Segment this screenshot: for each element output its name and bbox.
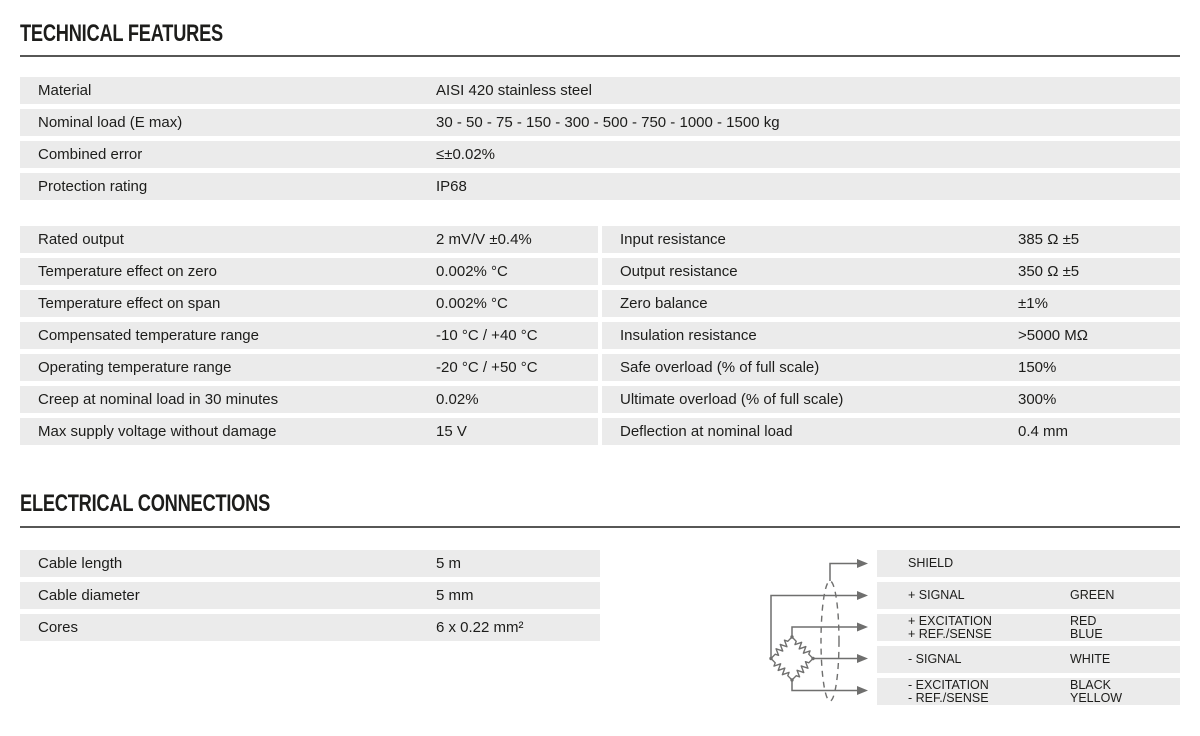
table-row <box>20 173 1180 200</box>
table-row <box>20 109 1180 136</box>
spec-value: ±1% <box>1018 295 1048 312</box>
spec-value: IP68 <box>436 178 467 195</box>
spec-value: 5 m <box>436 555 462 572</box>
spec-label: Deflection at nominal load <box>620 423 793 440</box>
table-row <box>20 322 598 349</box>
spec-label: Output resistance <box>620 263 738 280</box>
table-row <box>20 226 598 253</box>
spec-label: Cable diameter <box>38 587 140 604</box>
general-specs-table <box>20 77 1180 205</box>
table-row <box>20 258 598 285</box>
table-row <box>602 226 1180 253</box>
wire-signal: + SIGNAL <box>908 588 965 602</box>
wire-color: RED BLUE <box>1070 613 1103 641</box>
wire-signal: + EXCITATION + REF./SENSE <box>908 613 992 641</box>
spec-value: >5000 MΩ <box>1018 327 1089 344</box>
technical-features-title: TECHNICAL FEATURES <box>20 20 223 47</box>
table-row <box>20 614 600 641</box>
electrical-connections-title: ELECTRICAL CONNECTIONS <box>20 490 271 517</box>
spec-value: ≤±0.02% <box>436 146 495 163</box>
table-row <box>877 614 1180 641</box>
wiring-legend-table <box>877 550 1180 710</box>
spec-label: Nominal load (E max) <box>38 114 183 131</box>
table-row <box>20 141 1180 168</box>
spec-label: Cores <box>38 619 79 636</box>
table-row <box>602 386 1180 413</box>
section-divider <box>20 55 1180 57</box>
spec-value: 0.4 mm <box>1018 423 1069 440</box>
table-row <box>20 354 598 381</box>
detail-specs-right-table <box>602 226 1180 450</box>
spec-label: Rated output <box>38 231 124 248</box>
table-row <box>20 550 600 577</box>
table-row <box>20 582 600 609</box>
spec-label: Temperature effect on span <box>38 295 221 312</box>
spec-label: Cable length <box>38 555 123 572</box>
wire-color: GREEN <box>1070 588 1115 602</box>
spec-value: 300% <box>1018 391 1057 408</box>
spec-label: Compensated temperature range <box>38 327 259 344</box>
spec-label: Combined error <box>38 146 143 163</box>
cable-specs-table <box>20 550 600 646</box>
table-row <box>602 258 1180 285</box>
table-row <box>20 290 598 317</box>
spec-value: 30 - 50 - 75 - 150 - 300 - 500 - 750 - 1000 - 1500 kg <box>436 114 780 131</box>
spec-value: 2 mV/V ±0.4% <box>436 231 532 248</box>
wire-signal: - EXCITATION - REF./SENSE <box>908 677 989 705</box>
spec-label: Material <box>38 82 92 99</box>
spec-label: Max supply voltage without damage <box>38 423 277 440</box>
table-row <box>20 386 598 413</box>
spec-label: Insulation resistance <box>620 327 757 344</box>
spec-label: Creep at nominal load in 30 minutes <box>38 391 279 408</box>
bridge-circuit-diagram <box>755 540 877 715</box>
spec-label: Operating temperature range <box>38 359 232 376</box>
spec-value: AISI 420 stainless steel <box>436 82 592 99</box>
spec-label: Zero balance <box>620 295 708 312</box>
spec-label: Ultimate overload (% of full scale) <box>620 391 844 408</box>
table-row <box>602 290 1180 317</box>
table-row <box>877 678 1180 705</box>
spec-label: Protection rating <box>38 178 148 195</box>
spec-value: 5 mm <box>436 587 474 604</box>
table-row <box>877 582 1180 609</box>
wire-signal: - SIGNAL <box>908 652 962 666</box>
spec-value: -10 °C / +40 °C <box>436 327 538 344</box>
spec-value: -20 °C / +50 °C <box>436 359 538 376</box>
wire-color: BLACK YELLOW <box>1070 677 1123 705</box>
wire-signal: SHIELD <box>908 556 954 570</box>
wire-color: WHITE <box>1070 652 1111 666</box>
table-row <box>877 646 1180 673</box>
spec-value: 350 Ω ±5 <box>1018 263 1080 280</box>
spec-value: 0.02% <box>436 391 479 408</box>
table-row <box>602 354 1180 381</box>
table-row <box>602 418 1180 445</box>
spec-label: Input resistance <box>620 231 726 248</box>
spec-value: 0.002% °C <box>436 295 508 312</box>
table-row <box>20 77 1180 104</box>
spec-label: Temperature effect on zero <box>38 263 217 280</box>
table-row <box>877 550 1180 577</box>
spec-value: 15 V <box>436 423 467 440</box>
table-row <box>20 418 598 445</box>
section-divider <box>20 526 1180 528</box>
wire-arrows <box>857 559 868 695</box>
wheatstone-bridge <box>769 635 816 682</box>
spec-label: Safe overload (% of full scale) <box>620 359 820 376</box>
spec-value: 385 Ω ±5 <box>1018 231 1080 248</box>
table-row <box>602 322 1180 349</box>
spec-value: 6 x 0.22 mm² <box>436 619 524 636</box>
spec-value: 150% <box>1018 359 1057 376</box>
spec-value: 0.002% °C <box>436 263 508 280</box>
detail-specs-left-table <box>20 226 598 450</box>
